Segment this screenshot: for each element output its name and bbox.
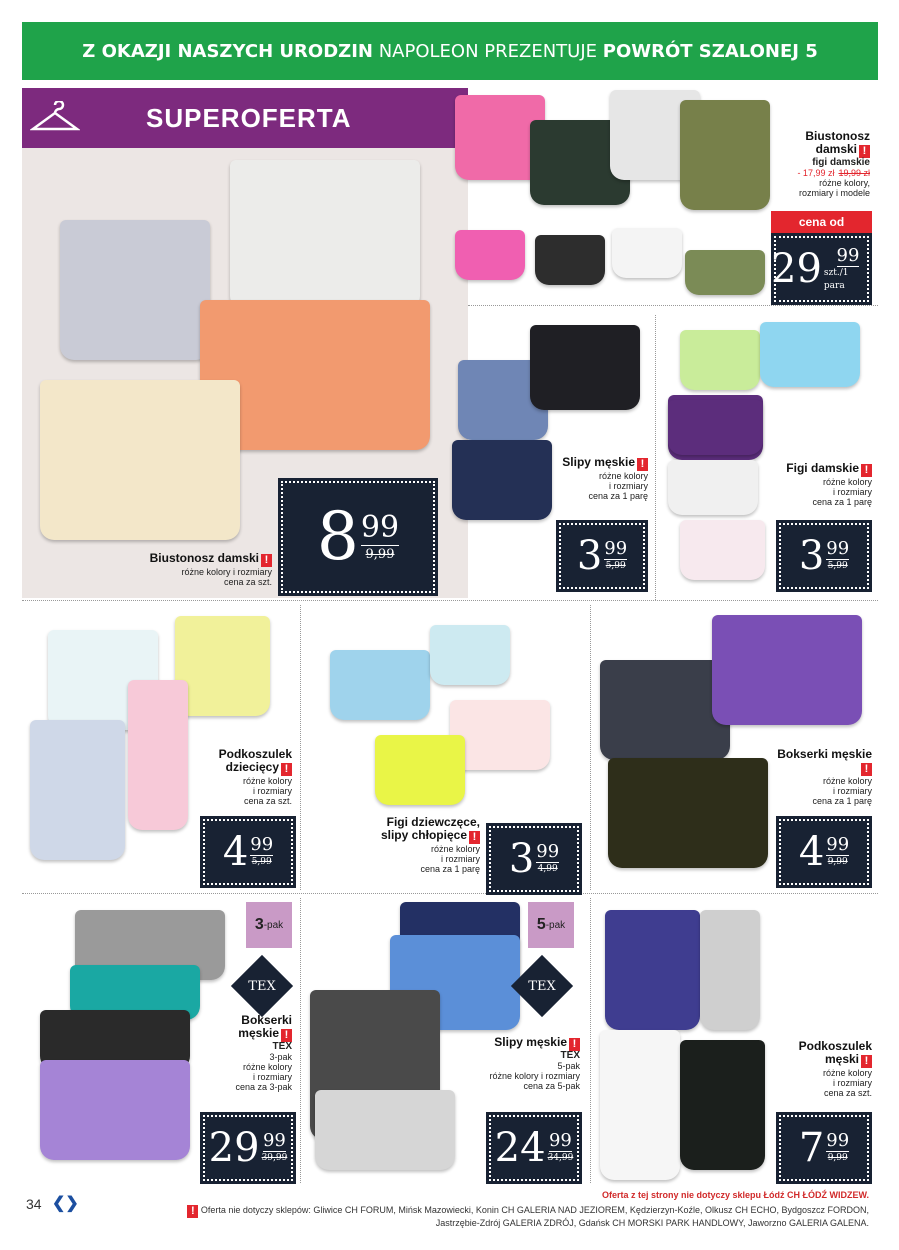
carrefour-logo: ❮❯ bbox=[52, 1195, 79, 1212]
product-note: różne kolory bbox=[430, 844, 480, 854]
product-image bbox=[30, 720, 125, 860]
product-image bbox=[175, 616, 270, 716]
price-integer: 3 bbox=[576, 533, 603, 579]
product-description bbox=[770, 130, 870, 198]
product-note: i rozmiary bbox=[440, 854, 480, 864]
divider bbox=[22, 893, 878, 894]
price-cents: 99 bbox=[604, 538, 628, 559]
product-image bbox=[450, 700, 550, 770]
product-note: i rozmiary bbox=[832, 1078, 872, 1088]
price-tag bbox=[486, 823, 582, 895]
product-name bbox=[550, 456, 648, 471]
product-note: i rozmiary bbox=[832, 786, 872, 796]
product-subtitle: TEX bbox=[560, 1050, 580, 1061]
product-description bbox=[550, 456, 648, 501]
product-image bbox=[712, 615, 862, 725]
excluded-stores-text: Oferta nie dotyczy sklepów: Gliwice CH FORUM, Mińsk Mazowiecki, Konin CH GALERIA NAD JEZIOREM, Kędzierzyn-Koźle, Olkusz CH ECHO, Bydgoszcz FORDON, Jastrzębie-Zdrój GALERIA ZDRÓJ, Gdańsk CH MORSKI PARK HANDLOWY, Jaworzno GALERIA GALENA. bbox=[200, 1205, 869, 1228]
product-description bbox=[466, 1036, 580, 1091]
product-name bbox=[770, 1040, 872, 1068]
price-fraction bbox=[826, 539, 849, 573]
price-fraction bbox=[262, 1131, 288, 1165]
divider bbox=[590, 605, 591, 890]
price-tag bbox=[776, 816, 872, 888]
product-image bbox=[452, 440, 552, 520]
exclamation-icon: ! bbox=[261, 554, 272, 567]
product-name-text: Bokserki męskie bbox=[238, 1013, 292, 1040]
price-fraction bbox=[826, 835, 849, 869]
price-cents: 99 bbox=[826, 538, 850, 559]
product-description bbox=[190, 748, 292, 806]
product-image bbox=[60, 220, 210, 360]
price-integer: 7 bbox=[798, 1125, 825, 1171]
product-note: różne kolory bbox=[822, 477, 872, 487]
promo-new: - 17,99 zł bbox=[797, 168, 835, 178]
price-cents: 99 bbox=[250, 834, 274, 855]
pack-badge bbox=[246, 902, 292, 948]
product-name bbox=[766, 462, 872, 477]
price-integer: 4 bbox=[222, 829, 249, 875]
price-cents: 99 bbox=[262, 1130, 286, 1151]
product-image bbox=[700, 910, 760, 1030]
price-tag bbox=[200, 816, 296, 888]
product-name-text: Biustonosz damski bbox=[805, 129, 870, 156]
exclamation-icon: ! bbox=[861, 763, 872, 776]
product-note: cena za 1 parę bbox=[588, 491, 648, 501]
price-fraction bbox=[824, 246, 872, 293]
header-text-2: NAPOLEON PREZENTUJE bbox=[378, 40, 598, 62]
product-description bbox=[204, 1014, 292, 1092]
exclamation-icon: ! bbox=[281, 763, 292, 776]
brand-badge-tex bbox=[511, 955, 573, 1017]
old-price: 34,99 bbox=[547, 1153, 574, 1163]
old-price: 39,99 bbox=[261, 1153, 288, 1163]
product-name bbox=[466, 1036, 580, 1051]
product-note: cena za 1 parę bbox=[812, 796, 872, 806]
header-text-1: Z OKAZJI NASZYCH URODZIN bbox=[82, 40, 373, 62]
product-note: cena za szt. bbox=[823, 1088, 872, 1098]
price-integer: 8 bbox=[316, 498, 359, 575]
product-name-text: Podkoszulek dziecięcy bbox=[218, 747, 292, 774]
price-cents: 99 bbox=[826, 834, 850, 855]
price-fraction bbox=[826, 1131, 849, 1165]
product-description bbox=[766, 462, 872, 507]
pack-suffix: -pak bbox=[545, 919, 566, 931]
product-name bbox=[204, 1014, 292, 1042]
divider bbox=[590, 898, 591, 1183]
superoferta-label: SUPEROFERTA bbox=[146, 102, 352, 133]
product-name-text: Slipy męskie bbox=[562, 455, 635, 469]
product-note: cena za szt. bbox=[223, 577, 272, 587]
product-image bbox=[685, 250, 765, 295]
product-name bbox=[190, 748, 292, 776]
product-name bbox=[30, 552, 272, 567]
price-cents: 99 bbox=[360, 509, 400, 545]
old-price: 9,99 bbox=[365, 546, 395, 562]
product-name bbox=[360, 816, 480, 844]
price-integer: 3 bbox=[508, 836, 535, 882]
price-integer: 3 bbox=[798, 533, 825, 579]
price-cents: 99 bbox=[536, 841, 560, 862]
product-name bbox=[770, 748, 872, 776]
product-image bbox=[605, 910, 700, 1030]
product-image bbox=[330, 650, 430, 720]
price-cents: 99 bbox=[548, 1130, 572, 1151]
product-note: 5-pak bbox=[557, 1061, 580, 1071]
pack-badge bbox=[528, 902, 574, 948]
divider bbox=[300, 898, 301, 1183]
product-note: różne kolory bbox=[822, 1068, 872, 1078]
product-note: cena za szt. bbox=[243, 796, 292, 806]
brand-label: TEX bbox=[248, 978, 276, 994]
price-integer: 29 bbox=[208, 1125, 260, 1171]
price-fraction bbox=[536, 842, 559, 876]
pack-suffix: -pak bbox=[263, 919, 284, 931]
divider bbox=[468, 305, 878, 306]
product-note: 3-pak bbox=[269, 1052, 292, 1062]
product-image bbox=[530, 325, 640, 410]
product-note: różne kolory, bbox=[819, 178, 870, 188]
price-tag bbox=[278, 478, 438, 596]
exclamation-icon: ! bbox=[859, 145, 870, 158]
exclamation-icon: ! bbox=[637, 458, 648, 471]
product-image bbox=[600, 1030, 680, 1180]
price-fraction bbox=[548, 1131, 574, 1165]
price-cents: 99 bbox=[826, 1130, 850, 1151]
excluded-stores-note bbox=[169, 1205, 869, 1229]
product-subtitle: figi damskie bbox=[812, 157, 870, 168]
price-tag bbox=[200, 1112, 296, 1184]
price-integer: 29 bbox=[771, 246, 822, 292]
brand-label: TEX bbox=[528, 978, 556, 994]
product-note: różne kolory i rozmiary bbox=[489, 1071, 580, 1081]
product-image bbox=[680, 520, 765, 580]
price-integer: 4 bbox=[798, 829, 825, 875]
exclamation-icon: ! bbox=[187, 1205, 198, 1218]
divider bbox=[300, 605, 301, 890]
brand-badge-tex bbox=[231, 955, 293, 1017]
product-name-text: Figi dziewczęce, slipy chłopięce bbox=[380, 815, 480, 842]
product-note: rozmiary i modele bbox=[798, 188, 870, 198]
product-image bbox=[600, 660, 730, 760]
product-note: cena za 1 parę bbox=[812, 497, 872, 507]
product-note: różne kolory bbox=[598, 471, 648, 481]
product-note: i rozmiary bbox=[252, 1072, 292, 1082]
old-price: 9,99 bbox=[827, 857, 848, 867]
product-note: cena za 5-pak bbox=[523, 1081, 580, 1091]
price-tag bbox=[486, 1112, 582, 1184]
product-name-text: Podkoszulek męski bbox=[798, 1039, 872, 1066]
product-image bbox=[128, 680, 188, 830]
product-note: cena za 1 parę bbox=[420, 864, 480, 874]
product-image bbox=[40, 380, 240, 540]
product-note: różne kolory bbox=[242, 776, 292, 786]
promo-old: 19,99 zł bbox=[838, 168, 870, 178]
price-tag bbox=[776, 1112, 872, 1184]
product-note: i rozmiary bbox=[252, 786, 292, 796]
product-description bbox=[360, 816, 480, 874]
price-tag bbox=[556, 520, 648, 592]
product-note: i rozmiary bbox=[608, 481, 648, 491]
header-banner bbox=[22, 22, 878, 80]
exclamation-icon: ! bbox=[861, 464, 872, 477]
hanger-icon bbox=[22, 88, 88, 148]
product-image bbox=[612, 228, 682, 278]
product-description bbox=[770, 748, 872, 806]
product-note: różne kolory i rozmiary bbox=[181, 567, 272, 577]
page-number: 34 bbox=[26, 1196, 42, 1212]
product-note: i rozmiary bbox=[832, 487, 872, 497]
pack-count: 3 bbox=[254, 916, 264, 933]
old-price: 5,99 bbox=[251, 857, 272, 867]
superoferta-banner bbox=[22, 88, 468, 148]
old-price: 9,99 bbox=[827, 1153, 848, 1163]
product-name-text: Bokserki męskie bbox=[777, 747, 872, 761]
exclamation-icon: ! bbox=[861, 1055, 872, 1068]
store-note: Oferta z tej strony nie dotyczy sklepu Łódź CH ŁÓDŹ WIDZEW. bbox=[601, 1190, 869, 1200]
price-cents: 99 bbox=[836, 244, 860, 266]
product-image bbox=[760, 322, 860, 387]
product-image bbox=[315, 1090, 455, 1170]
product-note: różne kolory bbox=[242, 1062, 292, 1072]
product-name-text: Slipy męskie bbox=[494, 1035, 567, 1049]
promo-price bbox=[770, 168, 870, 178]
product-description bbox=[770, 1040, 872, 1098]
pack-count: 5 bbox=[536, 916, 546, 933]
price-tag bbox=[771, 233, 872, 305]
product-image bbox=[455, 230, 525, 280]
old-price: 4,99 bbox=[537, 864, 558, 874]
divider bbox=[655, 315, 656, 600]
product-image bbox=[680, 1040, 765, 1170]
product-description bbox=[30, 552, 272, 587]
price-fraction bbox=[604, 539, 627, 573]
product-image bbox=[430, 625, 510, 685]
price-fraction bbox=[361, 511, 399, 564]
product-image bbox=[680, 330, 760, 390]
product-name bbox=[770, 130, 870, 158]
price-integer: 24 bbox=[494, 1125, 546, 1171]
product-image bbox=[375, 735, 465, 805]
product-subtitle: TEX bbox=[272, 1041, 292, 1052]
product-image bbox=[608, 758, 768, 868]
product-image bbox=[668, 460, 758, 515]
product-name-text: Biustonosz damski bbox=[149, 551, 259, 565]
exclamation-icon: ! bbox=[569, 1038, 580, 1051]
product-image bbox=[668, 400, 763, 455]
product-image bbox=[535, 235, 605, 285]
divider bbox=[22, 600, 878, 601]
price-fraction bbox=[250, 835, 273, 869]
product-note: różne kolory bbox=[822, 776, 872, 786]
old-price: 5,99 bbox=[605, 561, 626, 571]
price-tag bbox=[776, 520, 872, 592]
product-image bbox=[680, 100, 770, 210]
product-name-text: Figi damskie bbox=[786, 461, 859, 475]
price-from-label: cena od bbox=[771, 211, 872, 233]
header-text-3: POWRÓT SZALONEJ 5 bbox=[602, 40, 818, 62]
product-image bbox=[230, 160, 420, 310]
exclamation-icon: ! bbox=[469, 831, 480, 844]
price-unit: szt./1 para bbox=[823, 267, 849, 291]
product-note: cena za 3-pak bbox=[235, 1082, 292, 1092]
exclamation-icon: ! bbox=[281, 1029, 292, 1042]
product-image bbox=[40, 1060, 190, 1160]
old-price: 5,99 bbox=[827, 561, 848, 571]
